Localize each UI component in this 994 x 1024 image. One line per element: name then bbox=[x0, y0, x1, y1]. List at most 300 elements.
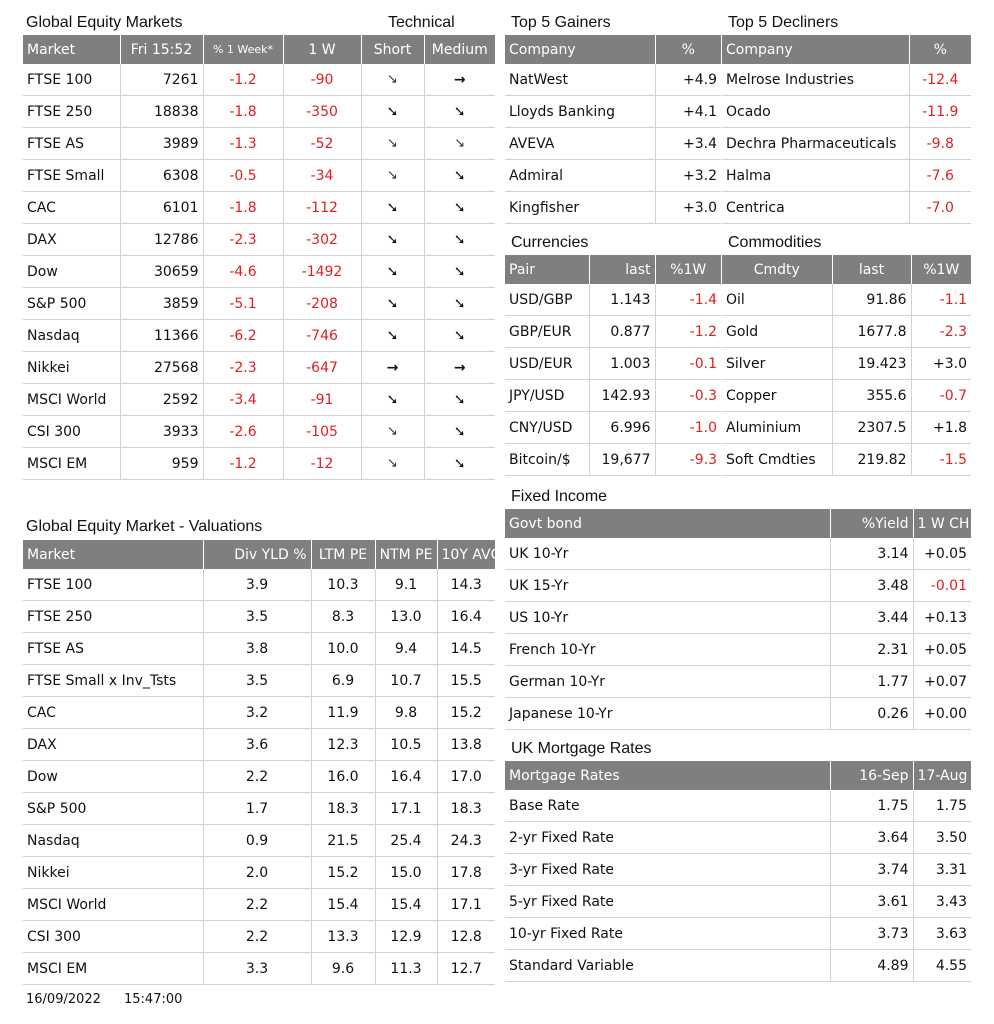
valuation-ntm-pe: 11.3 bbox=[375, 953, 437, 985]
trend-short-arrow-icon: ➘ bbox=[361, 256, 424, 288]
mortgage-row bbox=[505, 918, 971, 950]
mortgage-rate-17-aug: 1.75 bbox=[913, 790, 971, 822]
currency-last: 142.93 bbox=[589, 380, 655, 412]
valuation-10y-avg: 12.8 bbox=[437, 921, 495, 953]
valuation-market: Dow bbox=[23, 761, 203, 793]
valuation-ltm-pe: 9.6 bbox=[311, 953, 375, 985]
market-1w-change: -105 bbox=[283, 416, 361, 448]
valuation-row bbox=[23, 729, 495, 761]
commodity-row bbox=[722, 284, 971, 316]
market-1w-change: -52 bbox=[283, 128, 361, 160]
gainers-title: Top 5 Gainers bbox=[511, 14, 611, 31]
decliner-pct: -9.8 bbox=[909, 128, 971, 160]
market-pct-change: -2.6 bbox=[203, 416, 283, 448]
market-name: Nasdaq bbox=[23, 320, 120, 352]
mortgage-name: 3-yr Fixed Rate bbox=[505, 854, 830, 886]
market-name: MSCI EM bbox=[23, 448, 120, 480]
valuation-div-yield: 3.2 bbox=[203, 697, 311, 729]
market-price: 30659 bbox=[120, 256, 203, 288]
mortgage-name: Base Rate bbox=[505, 790, 830, 822]
valuation-ltm-pe: 16.0 bbox=[311, 761, 375, 793]
valuation-row bbox=[23, 857, 495, 889]
valuation-div-yield: 2.0 bbox=[203, 857, 311, 889]
gainer-company: NatWest bbox=[505, 64, 655, 96]
currency-row bbox=[505, 412, 721, 444]
gainers-table bbox=[505, 35, 721, 224]
market-name: Nikkei bbox=[23, 352, 120, 384]
currency-pair: Bitcoin/$ bbox=[505, 444, 589, 476]
currency-last: 1.003 bbox=[589, 348, 655, 380]
market-price: 6101 bbox=[120, 192, 203, 224]
valuation-ntm-pe: 9.1 bbox=[375, 569, 437, 601]
market-price: 6308 bbox=[120, 160, 203, 192]
currency-row bbox=[505, 284, 721, 316]
valuations-header-ltm: LTM PE bbox=[311, 540, 375, 569]
currency-change: -1.4 bbox=[655, 284, 721, 316]
valuation-10y-avg: 17.0 bbox=[437, 761, 495, 793]
mortgage-header-b: 17-Aug bbox=[913, 761, 971, 790]
commodity-name: Silver bbox=[722, 348, 832, 380]
market-1w-change: -746 bbox=[283, 320, 361, 352]
valuation-div-yield: 2.2 bbox=[203, 921, 311, 953]
markets-header-pct: % 1 Week* bbox=[203, 35, 283, 64]
decliner-pct: -7.0 bbox=[909, 192, 971, 224]
currency-pair: JPY/USD bbox=[505, 380, 589, 412]
currency-row bbox=[505, 380, 721, 412]
commodity-last: 1677.8 bbox=[832, 316, 911, 348]
bond-change: +0.00 bbox=[913, 698, 971, 730]
commodity-row bbox=[722, 316, 971, 348]
market-1w-change: -34 bbox=[283, 160, 361, 192]
market-price: 11366 bbox=[120, 320, 203, 352]
market-pct-change: -1.2 bbox=[203, 448, 283, 480]
gainers-header-company: Company bbox=[505, 35, 655, 64]
valuation-10y-avg: 24.3 bbox=[437, 825, 495, 857]
mortgage-table bbox=[505, 761, 971, 982]
valuation-ltm-pe: 21.5 bbox=[311, 825, 375, 857]
bond-name: French 10-Yr bbox=[505, 634, 830, 666]
bond-row bbox=[505, 602, 971, 634]
market-name: FTSE 100 bbox=[23, 64, 120, 96]
trend-short-arrow-icon: → bbox=[361, 352, 424, 384]
mortgage-row bbox=[505, 790, 971, 822]
mortgage-rate-16-sep: 3.64 bbox=[830, 822, 913, 854]
mortgage-name: 2-yr Fixed Rate bbox=[505, 822, 830, 854]
valuation-div-yield: 3.5 bbox=[203, 665, 311, 697]
market-1w-change: -112 bbox=[283, 192, 361, 224]
valuation-ltm-pe: 15.2 bbox=[311, 857, 375, 889]
trend-short-arrow-icon: ➘ bbox=[361, 192, 424, 224]
valuation-row bbox=[23, 825, 495, 857]
market-price: 3933 bbox=[120, 416, 203, 448]
gainer-pct: +3.4 bbox=[655, 128, 721, 160]
currency-row bbox=[505, 316, 721, 348]
bond-row bbox=[505, 698, 971, 730]
trend-medium-arrow-icon: ➘ bbox=[424, 192, 495, 224]
bond-row bbox=[505, 634, 971, 666]
currency-last: 6.996 bbox=[589, 412, 655, 444]
gainer-company: Lloyds Banking bbox=[505, 96, 655, 128]
valuation-ntm-pe: 9.4 bbox=[375, 633, 437, 665]
market-row bbox=[23, 416, 495, 448]
bond-change: +0.13 bbox=[913, 602, 971, 634]
valuation-market: MSCI World bbox=[23, 889, 203, 921]
trend-medium-arrow-icon: ➘ bbox=[424, 288, 495, 320]
valuation-div-yield: 2.2 bbox=[203, 889, 311, 921]
bond-yield: 2.31 bbox=[830, 634, 913, 666]
markets-header-short: Short bbox=[361, 35, 424, 64]
market-price: 959 bbox=[120, 448, 203, 480]
gainer-company: AVEVA bbox=[505, 128, 655, 160]
valuation-10y-avg: 17.8 bbox=[437, 857, 495, 889]
commodities-table bbox=[722, 255, 971, 476]
valuation-div-yield: 3.8 bbox=[203, 633, 311, 665]
currency-change: -9.3 bbox=[655, 444, 721, 476]
market-name: FTSE AS bbox=[23, 128, 120, 160]
market-row bbox=[23, 128, 495, 160]
currency-row bbox=[505, 348, 721, 380]
market-name: FTSE 250 bbox=[23, 96, 120, 128]
valuation-10y-avg: 14.5 bbox=[437, 633, 495, 665]
commodity-name: Gold bbox=[722, 316, 832, 348]
mortgage-name: 5-yr Fixed Rate bbox=[505, 886, 830, 918]
market-price: 12786 bbox=[120, 224, 203, 256]
market-pct-change: -1.3 bbox=[203, 128, 283, 160]
market-1w-change: -1492 bbox=[283, 256, 361, 288]
valuation-ltm-pe: 11.9 bbox=[311, 697, 375, 729]
commodity-row bbox=[722, 348, 971, 380]
valuation-row bbox=[23, 633, 495, 665]
valuation-market: FTSE AS bbox=[23, 633, 203, 665]
valuation-div-yield: 3.5 bbox=[203, 601, 311, 633]
trend-medium-arrow-icon: ↘ bbox=[424, 128, 495, 160]
bond-change: -0.01 bbox=[913, 570, 971, 602]
valuation-market: FTSE 100 bbox=[23, 569, 203, 601]
fixed-income-table bbox=[505, 509, 971, 730]
mortgage-rate-16-sep: 3.61 bbox=[830, 886, 913, 918]
valuation-div-yield: 3.9 bbox=[203, 569, 311, 601]
market-1w-change: -302 bbox=[283, 224, 361, 256]
commodity-last: 355.6 bbox=[832, 380, 911, 412]
gainer-pct: +3.2 bbox=[655, 160, 721, 192]
trend-short-arrow-icon: ➘ bbox=[361, 320, 424, 352]
market-1w-change: -350 bbox=[283, 96, 361, 128]
trend-medium-arrow-icon: ➘ bbox=[424, 320, 495, 352]
trend-short-arrow-icon: ↘ bbox=[361, 448, 424, 480]
fixed-income-title: Fixed Income bbox=[511, 488, 608, 505]
commodity-name: Copper bbox=[722, 380, 832, 412]
valuation-market: Nikkei bbox=[23, 857, 203, 889]
valuation-10y-avg: 14.3 bbox=[437, 569, 495, 601]
valuations-header-market: Market bbox=[23, 540, 203, 569]
market-pct-change: -6.2 bbox=[203, 320, 283, 352]
trend-short-arrow-icon: ↘ bbox=[361, 160, 424, 192]
valuation-ntm-pe: 9.8 bbox=[375, 697, 437, 729]
market-row bbox=[23, 288, 495, 320]
currency-pair: USD/EUR bbox=[505, 348, 589, 380]
bond-name: US 10-Yr bbox=[505, 602, 830, 634]
trend-medium-arrow-icon: ➘ bbox=[424, 224, 495, 256]
commodity-last: 2307.5 bbox=[832, 412, 911, 444]
market-row bbox=[23, 224, 495, 256]
valuation-div-yield: 3.3 bbox=[203, 953, 311, 985]
trend-short-arrow-icon: ➘ bbox=[361, 96, 424, 128]
valuation-ntm-pe: 12.9 bbox=[375, 921, 437, 953]
valuation-row bbox=[23, 697, 495, 729]
gainer-row bbox=[505, 160, 721, 192]
decliner-row bbox=[722, 128, 971, 160]
decliner-company: Dechra Pharmaceuticals bbox=[722, 128, 909, 160]
commodity-change: +1.8 bbox=[911, 412, 971, 444]
decliners-title: Top 5 Decliners bbox=[728, 14, 839, 31]
market-row bbox=[23, 448, 495, 480]
market-row bbox=[23, 384, 495, 416]
commodity-row bbox=[722, 380, 971, 412]
valuation-row bbox=[23, 953, 495, 985]
footer-date: 16/09/2022 bbox=[26, 992, 101, 1007]
decliner-row bbox=[722, 160, 971, 192]
market-row bbox=[23, 96, 495, 128]
trend-short-arrow-icon: ➘ bbox=[361, 288, 424, 320]
gainer-company: Admiral bbox=[505, 160, 655, 192]
trend-medium-arrow-icon: ➘ bbox=[424, 256, 495, 288]
gainer-row bbox=[505, 96, 721, 128]
market-pct-change: -1.2 bbox=[203, 64, 283, 96]
mortgage-row bbox=[505, 822, 971, 854]
mortgage-title: UK Mortgage Rates bbox=[511, 740, 652, 757]
gainer-row bbox=[505, 64, 721, 96]
decliner-pct: -12.4 bbox=[909, 64, 971, 96]
mortgage-name: Standard Variable bbox=[505, 950, 830, 982]
valuation-market: CSI 300 bbox=[23, 921, 203, 953]
market-row bbox=[23, 320, 495, 352]
decliner-company: Centrica bbox=[722, 192, 909, 224]
valuation-ltm-pe: 12.3 bbox=[311, 729, 375, 761]
market-pct-change: -4.6 bbox=[203, 256, 283, 288]
decliners-table bbox=[722, 35, 971, 224]
market-price: 27568 bbox=[120, 352, 203, 384]
valuation-ltm-pe: 18.3 bbox=[311, 793, 375, 825]
market-1w-change: -91 bbox=[283, 384, 361, 416]
market-price: 18838 bbox=[120, 96, 203, 128]
markets-header-1w: 1 W bbox=[283, 35, 361, 64]
valuation-ntm-pe: 13.0 bbox=[375, 601, 437, 633]
valuation-row bbox=[23, 793, 495, 825]
bond-row bbox=[505, 666, 971, 698]
valuation-10y-avg: 17.1 bbox=[437, 889, 495, 921]
footer-time: 15:47:00 bbox=[124, 992, 183, 1007]
currency-pair: USD/GBP bbox=[505, 284, 589, 316]
commodity-change: -1.1 bbox=[911, 284, 971, 316]
bond-row bbox=[505, 570, 971, 602]
decliner-row bbox=[722, 64, 971, 96]
valuations-header-ntm: NTM PE bbox=[375, 540, 437, 569]
fixed-income-header-yield: %Yield bbox=[830, 509, 913, 538]
market-row bbox=[23, 160, 495, 192]
trend-medium-arrow-icon: ➘ bbox=[424, 416, 495, 448]
mortgage-rate-17-aug: 4.55 bbox=[913, 950, 971, 982]
bond-change: +0.07 bbox=[913, 666, 971, 698]
valuation-ntm-pe: 17.1 bbox=[375, 793, 437, 825]
mortgage-name: 10-yr Fixed Rate bbox=[505, 918, 830, 950]
bond-change: +0.05 bbox=[913, 634, 971, 666]
commodity-row bbox=[722, 444, 971, 476]
gainer-pct: +4.1 bbox=[655, 96, 721, 128]
market-1w-change: -647 bbox=[283, 352, 361, 384]
bond-row bbox=[505, 538, 971, 570]
gainer-company: Kingfisher bbox=[505, 192, 655, 224]
valuation-row bbox=[23, 761, 495, 793]
market-1w-change: -208 bbox=[283, 288, 361, 320]
currency-change: -1.0 bbox=[655, 412, 721, 444]
valuation-div-yield: 1.7 bbox=[203, 793, 311, 825]
mortgage-rate-16-sep: 3.73 bbox=[830, 918, 913, 950]
valuation-row bbox=[23, 889, 495, 921]
market-price: 7261 bbox=[120, 64, 203, 96]
currency-row bbox=[505, 444, 721, 476]
technical-title: Technical bbox=[388, 14, 455, 31]
decliner-pct: -7.6 bbox=[909, 160, 971, 192]
market-pct-change: -5.1 bbox=[203, 288, 283, 320]
markets-header-market: Market bbox=[23, 35, 120, 64]
commodity-change: -0.7 bbox=[911, 380, 971, 412]
decliner-company: Ocado bbox=[722, 96, 909, 128]
commodity-name: Soft Cmdties bbox=[722, 444, 832, 476]
valuation-div-yield: 0.9 bbox=[203, 825, 311, 857]
bond-yield: 3.48 bbox=[830, 570, 913, 602]
trend-medium-arrow-icon: ➘ bbox=[424, 160, 495, 192]
market-pct-change: -2.3 bbox=[203, 224, 283, 256]
valuation-row bbox=[23, 921, 495, 953]
valuation-market: FTSE Small x Inv_Tsts bbox=[23, 665, 203, 697]
market-price: 3859 bbox=[120, 288, 203, 320]
currency-change: -1.2 bbox=[655, 316, 721, 348]
valuation-10y-avg: 15.5 bbox=[437, 665, 495, 697]
mortgage-header-name: Mortgage Rates bbox=[505, 761, 830, 790]
valuations-table bbox=[23, 540, 502, 985]
market-pct-change: -3.4 bbox=[203, 384, 283, 416]
trend-medium-arrow-icon: ➘ bbox=[424, 384, 495, 416]
decliner-company: Halma bbox=[722, 160, 909, 192]
currency-last: 19,677 bbox=[589, 444, 655, 476]
valuation-market: DAX bbox=[23, 729, 203, 761]
valuation-market: S&P 500 bbox=[23, 793, 203, 825]
trend-medium-arrow-icon: ➘ bbox=[424, 448, 495, 480]
valuation-ltm-pe: 13.3 bbox=[311, 921, 375, 953]
fixed-income-header-bond: Govt bond bbox=[505, 509, 830, 538]
mortgage-row bbox=[505, 886, 971, 918]
valuation-ltm-pe: 15.4 bbox=[311, 889, 375, 921]
commodity-last: 219.82 bbox=[832, 444, 911, 476]
currencies-header-chg: %1W bbox=[655, 255, 721, 284]
valuation-div-yield: 3.6 bbox=[203, 729, 311, 761]
valuation-10y-avg: 18.3 bbox=[437, 793, 495, 825]
market-name: CAC bbox=[23, 192, 120, 224]
commodity-change: -2.3 bbox=[911, 316, 971, 348]
valuation-ltm-pe: 10.3 bbox=[311, 569, 375, 601]
currencies-header-last: last bbox=[589, 255, 655, 284]
commodity-last: 91.86 bbox=[832, 284, 911, 316]
mortgage-rate-16-sep: 1.75 bbox=[830, 790, 913, 822]
bond-yield: 3.14 bbox=[830, 538, 913, 570]
mortgage-rate-16-sep: 3.74 bbox=[830, 854, 913, 886]
commodities-header-cmdty: Cmdty bbox=[722, 255, 832, 284]
trend-medium-arrow-icon: ➘ bbox=[424, 96, 495, 128]
market-name: Dow bbox=[23, 256, 120, 288]
mortgage-row bbox=[505, 854, 971, 886]
currency-last: 1.143 bbox=[589, 284, 655, 316]
mortgage-rate-17-aug: 3.31 bbox=[913, 854, 971, 886]
market-price: 2592 bbox=[120, 384, 203, 416]
valuation-ntm-pe: 15.0 bbox=[375, 857, 437, 889]
bond-yield: 0.26 bbox=[830, 698, 913, 730]
valuation-ntm-pe: 16.4 bbox=[375, 761, 437, 793]
valuation-market: MSCI EM bbox=[23, 953, 203, 985]
trend-short-arrow-icon: ↘ bbox=[361, 64, 424, 96]
market-pct-change: -1.8 bbox=[203, 96, 283, 128]
decliner-row bbox=[722, 96, 971, 128]
markets-header-price: Fri 15:52 bbox=[120, 35, 203, 64]
market-row bbox=[23, 256, 495, 288]
gainer-row bbox=[505, 128, 721, 160]
valuation-ltm-pe: 6.9 bbox=[311, 665, 375, 697]
bond-yield: 3.44 bbox=[830, 602, 913, 634]
gainer-pct: +4.9 bbox=[655, 64, 721, 96]
markets-header-medium: Medium bbox=[424, 35, 495, 64]
gainer-pct: +3.0 bbox=[655, 192, 721, 224]
mortgage-header-a: 16-Sep bbox=[830, 761, 913, 790]
market-row bbox=[23, 192, 495, 224]
valuation-market: CAC bbox=[23, 697, 203, 729]
commodities-title: Commodities bbox=[728, 234, 822, 251]
commodity-row bbox=[722, 412, 971, 444]
trend-short-arrow-icon: ➘ bbox=[361, 384, 424, 416]
commodities-header-last: last bbox=[832, 255, 911, 284]
mortgage-rate-17-aug: 3.43 bbox=[913, 886, 971, 918]
decliners-header-pct: % bbox=[909, 35, 971, 64]
mortgage-rate-17-aug: 3.63 bbox=[913, 918, 971, 950]
market-row bbox=[23, 64, 495, 96]
market-name: MSCI World bbox=[23, 384, 120, 416]
valuation-market: Nasdaq bbox=[23, 825, 203, 857]
valuation-market: FTSE 250 bbox=[23, 601, 203, 633]
decliners-header-company: Company bbox=[722, 35, 909, 64]
trend-short-arrow-icon: ↘ bbox=[361, 416, 424, 448]
valuation-div-yield: 2.2 bbox=[203, 761, 311, 793]
valuation-ntm-pe: 10.7 bbox=[375, 665, 437, 697]
market-name: CSI 300 bbox=[23, 416, 120, 448]
currencies-table bbox=[505, 255, 721, 476]
bond-name: Japanese 10-Yr bbox=[505, 698, 830, 730]
market-1w-change: -90 bbox=[283, 64, 361, 96]
market-name: DAX bbox=[23, 224, 120, 256]
valuation-ltm-pe: 10.0 bbox=[311, 633, 375, 665]
mortgage-rate-16-sep: 4.89 bbox=[830, 950, 913, 982]
market-pct-change: -0.5 bbox=[203, 160, 283, 192]
currency-change: -0.3 bbox=[655, 380, 721, 412]
trend-medium-arrow-icon: → bbox=[424, 64, 495, 96]
decliner-row bbox=[722, 192, 971, 224]
commodity-name: Oil bbox=[722, 284, 832, 316]
currencies-header-pair: Pair bbox=[505, 255, 589, 284]
valuation-10y-avg: 15.2 bbox=[437, 697, 495, 729]
commodities-header-chg: %1W bbox=[911, 255, 971, 284]
market-pct-change: -2.3 bbox=[203, 352, 283, 384]
currency-change: -0.1 bbox=[655, 348, 721, 380]
market-name: S&P 500 bbox=[23, 288, 120, 320]
currency-last: 0.877 bbox=[589, 316, 655, 348]
market-price: 3989 bbox=[120, 128, 203, 160]
